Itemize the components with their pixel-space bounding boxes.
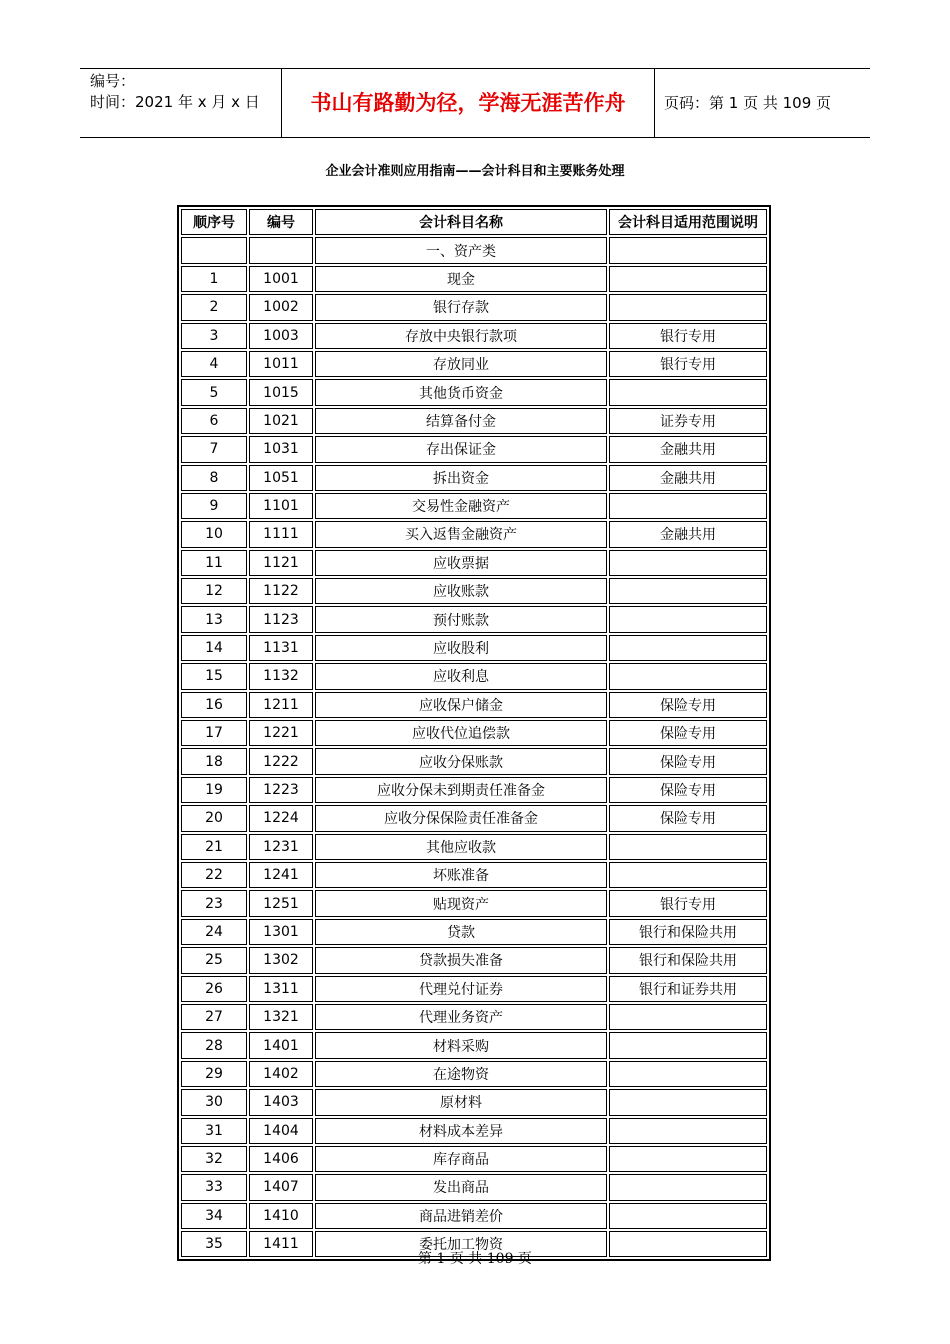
table-header-row (181, 209, 767, 235)
page-header (80, 68, 870, 138)
section-row (181, 237, 767, 263)
time-line: 时间：2021 年 x 月 x 日 (90, 93, 260, 111)
cell-name: 拆出资金 (315, 465, 607, 491)
table-row (181, 777, 767, 803)
cell-name: 预付账款 (315, 606, 607, 632)
cell-code: 1211 (249, 692, 313, 718)
cell-scope: 银行和保险共用 (609, 919, 767, 945)
cell-name: 在途物资 (315, 1061, 607, 1087)
table-row (181, 1032, 767, 1058)
cell-name: 应收利息 (315, 663, 607, 689)
cell-name: 现金 (315, 266, 607, 292)
column-header-scope: 会计科目适用范围说明 (609, 209, 767, 235)
cell-seq: 30 (181, 1089, 247, 1115)
cell-seq: 10 (181, 521, 247, 547)
cell-code: 1223 (249, 777, 313, 803)
cell-scope: 金融共用 (609, 436, 767, 462)
cell-scope (609, 1174, 767, 1200)
cell-code: 1321 (249, 1004, 313, 1030)
document-title: 企业会计准则应用指南——会计科目和主要账务处理 (325, 164, 625, 179)
cell-scope: 银行专用 (609, 323, 767, 349)
header-meta (90, 71, 280, 113)
table-row (181, 805, 767, 831)
cell-seq: 18 (181, 748, 247, 774)
cell-scope (609, 550, 767, 576)
cell-name: 应收分保保险责任准备金 (315, 805, 607, 831)
cell-scope: 保险专用 (609, 748, 767, 774)
table-row (181, 351, 767, 377)
cell-name: 应收分保账款 (315, 748, 607, 774)
cell-seq: 22 (181, 862, 247, 888)
table-row (181, 919, 767, 945)
cell-seq: 3 (181, 323, 247, 349)
table-row (181, 1174, 767, 1200)
cell-scope (609, 663, 767, 689)
table-row (181, 493, 767, 519)
cell-seq: 14 (181, 635, 247, 661)
cell-scope (609, 1061, 767, 1087)
cell-seq: 28 (181, 1032, 247, 1058)
cell-scope (609, 1004, 767, 1030)
header-divider (654, 69, 655, 137)
cell-seq: 24 (181, 919, 247, 945)
cell-scope: 证券专用 (609, 408, 767, 434)
cell-code: 1231 (249, 834, 313, 860)
header-motto: 书山有路勤为径，学海无涯苦作舟 (310, 91, 626, 115)
cell-seq: 7 (181, 436, 247, 462)
cell-code: 1402 (249, 1061, 313, 1087)
table-row (181, 521, 767, 547)
cell-name: 应收股利 (315, 635, 607, 661)
cell-scope: 银行专用 (609, 890, 767, 916)
cell-scope (609, 834, 767, 860)
table-row (181, 323, 767, 349)
table-row (181, 436, 767, 462)
table-row (181, 1146, 767, 1172)
cell-code: 1411 (249, 1231, 313, 1257)
cell-seq: 26 (181, 976, 247, 1002)
cell-scope (609, 294, 767, 320)
cell-scope (609, 1146, 767, 1172)
cell-code: 1224 (249, 805, 313, 831)
cell-code: 1131 (249, 635, 313, 661)
cell-code: 1302 (249, 947, 313, 973)
cell-scope (609, 237, 767, 263)
cell-name: 应收分保未到期责任准备金 (315, 777, 607, 803)
cell-name: 代理业务资产 (315, 1004, 607, 1030)
cell-name: 材料成本差异 (315, 1118, 607, 1144)
cell-scope (609, 1032, 767, 1058)
column-header-code: 编号 (249, 209, 313, 235)
cell-seq: 27 (181, 1004, 247, 1030)
table-row (181, 1203, 767, 1229)
cell-code: 1221 (249, 720, 313, 746)
cell-name: 银行存款 (315, 294, 607, 320)
cell-code: 1002 (249, 294, 313, 320)
cell-name: 其他应收款 (315, 834, 607, 860)
cell-code: 1011 (249, 351, 313, 377)
table-row (181, 1118, 767, 1144)
cell-seq (181, 237, 247, 263)
cell-code: 1403 (249, 1089, 313, 1115)
cell-scope: 金融共用 (609, 465, 767, 491)
cell-seq: 35 (181, 1231, 247, 1257)
cell-seq: 29 (181, 1061, 247, 1087)
cell-seq: 12 (181, 578, 247, 604)
table-row (181, 947, 767, 973)
cell-code: 1031 (249, 436, 313, 462)
cell-code: 1407 (249, 1174, 313, 1200)
cell-seq: 6 (181, 408, 247, 434)
cell-code: 1401 (249, 1032, 313, 1058)
cell-name: 应收账款 (315, 578, 607, 604)
cell-seq: 15 (181, 663, 247, 689)
cell-code: 1051 (249, 465, 313, 491)
column-header-seq: 顺序号 (181, 209, 247, 235)
table-row (181, 1089, 767, 1115)
cell-code: 1015 (249, 379, 313, 405)
cell-name: 存放同业 (315, 351, 607, 377)
cell-scope: 金融共用 (609, 521, 767, 547)
cell-name: 发出商品 (315, 1174, 607, 1200)
cell-seq: 9 (181, 493, 247, 519)
cell-name: 交易性金融资产 (315, 493, 607, 519)
table-row (181, 550, 767, 576)
cell-seq: 20 (181, 805, 247, 831)
table-row (181, 635, 767, 661)
cell-code: 1222 (249, 748, 313, 774)
cell-scope: 保险专用 (609, 777, 767, 803)
cell-code: 1021 (249, 408, 313, 434)
cell-name: 坏账准备 (315, 862, 607, 888)
cell-seq: 4 (181, 351, 247, 377)
cell-scope (609, 266, 767, 292)
cell-name: 代理兑付证券 (315, 976, 607, 1002)
cell-scope: 银行专用 (609, 351, 767, 377)
table-row (181, 748, 767, 774)
cell-code: 1406 (249, 1146, 313, 1172)
cell-name: 其他货币资金 (315, 379, 607, 405)
table-row (181, 692, 767, 718)
cell-seq: 19 (181, 777, 247, 803)
cell-seq: 33 (181, 1174, 247, 1200)
table-row (181, 1061, 767, 1087)
table-row (181, 294, 767, 320)
header-page-info: 页码：第 1 页 共 109 页 (664, 94, 832, 112)
cell-seq: 1 (181, 266, 247, 292)
cell-code: 1311 (249, 976, 313, 1002)
cell-code: 1251 (249, 890, 313, 916)
cell-seq: 11 (181, 550, 247, 576)
cell-scope: 保险专用 (609, 692, 767, 718)
cell-scope: 银行和保险共用 (609, 947, 767, 973)
cell-code: 1404 (249, 1118, 313, 1144)
cell-scope (609, 578, 767, 604)
table-row (181, 606, 767, 632)
cell-name: 存放中央银行款项 (315, 323, 607, 349)
cell-code: 1132 (249, 663, 313, 689)
cell-name: 应收票据 (315, 550, 607, 576)
cell-name: 贷款 (315, 919, 607, 945)
cell-scope (609, 606, 767, 632)
cell-seq: 31 (181, 1118, 247, 1144)
table-row (181, 578, 767, 604)
table-row (181, 1004, 767, 1030)
cell-name: 商品进销差价 (315, 1203, 607, 1229)
cell-scope (609, 379, 767, 405)
cell-scope: 银行和证券共用 (609, 976, 767, 1002)
cell-name: 贴现资产 (315, 890, 607, 916)
table-row (181, 862, 767, 888)
cell-scope: 保险专用 (609, 720, 767, 746)
cell-code: 1410 (249, 1203, 313, 1229)
cell-code: 1001 (249, 266, 313, 292)
cell-seq: 32 (181, 1146, 247, 1172)
table-row (181, 379, 767, 405)
cell-scope (609, 1118, 767, 1144)
cell-seq: 5 (181, 379, 247, 405)
cell-seq: 17 (181, 720, 247, 746)
page-footer: 第 1 页 共 109 页 (418, 1251, 532, 1267)
cell-seq: 34 (181, 1203, 247, 1229)
cell-code: 1123 (249, 606, 313, 632)
cell-name: 材料采购 (315, 1032, 607, 1058)
column-header-name: 会计科目名称 (315, 209, 607, 235)
table-row (181, 408, 767, 434)
table-row (181, 663, 767, 689)
cell-seq: 25 (181, 947, 247, 973)
cell-scope (609, 862, 767, 888)
cell-scope (609, 1203, 767, 1229)
cell-name: 原材料 (315, 1089, 607, 1115)
cell-code: 1003 (249, 323, 313, 349)
cell-name: 存出保证金 (315, 436, 607, 462)
table-row (181, 720, 767, 746)
cell-scope (609, 493, 767, 519)
table-row (181, 890, 767, 916)
cell-scope (609, 635, 767, 661)
cell-seq: 8 (181, 465, 247, 491)
table-row (181, 834, 767, 860)
cell-code: 1121 (249, 550, 313, 576)
table-row (181, 266, 767, 292)
cell-name: 应收保户储金 (315, 692, 607, 718)
cell-name: 应收代位追偿款 (315, 720, 607, 746)
cell-code (249, 237, 313, 263)
cell-seq: 21 (181, 834, 247, 860)
cell-code: 1101 (249, 493, 313, 519)
cell-name: 贷款损失准备 (315, 947, 607, 973)
cell-scope: 保险专用 (609, 805, 767, 831)
number-label: 编号： (90, 72, 136, 90)
cell-seq: 23 (181, 890, 247, 916)
cell-code: 1241 (249, 862, 313, 888)
cell-code: 1122 (249, 578, 313, 604)
cell-code: 1301 (249, 919, 313, 945)
cell-seq: 13 (181, 606, 247, 632)
cell-code: 1111 (249, 521, 313, 547)
cell-scope (609, 1089, 767, 1115)
table-row (181, 976, 767, 1002)
cell-name: 库存商品 (315, 1146, 607, 1172)
table-row (181, 465, 767, 491)
cell-seq: 16 (181, 692, 247, 718)
accounts-table (177, 205, 771, 1261)
cell-seq: 2 (181, 294, 247, 320)
cell-name: 委托加工物资 (315, 1231, 607, 1257)
cell-name: 买入返售金融资产 (315, 521, 607, 547)
section-title: 一、资产类 (315, 237, 607, 263)
cell-name: 结算备付金 (315, 408, 607, 434)
